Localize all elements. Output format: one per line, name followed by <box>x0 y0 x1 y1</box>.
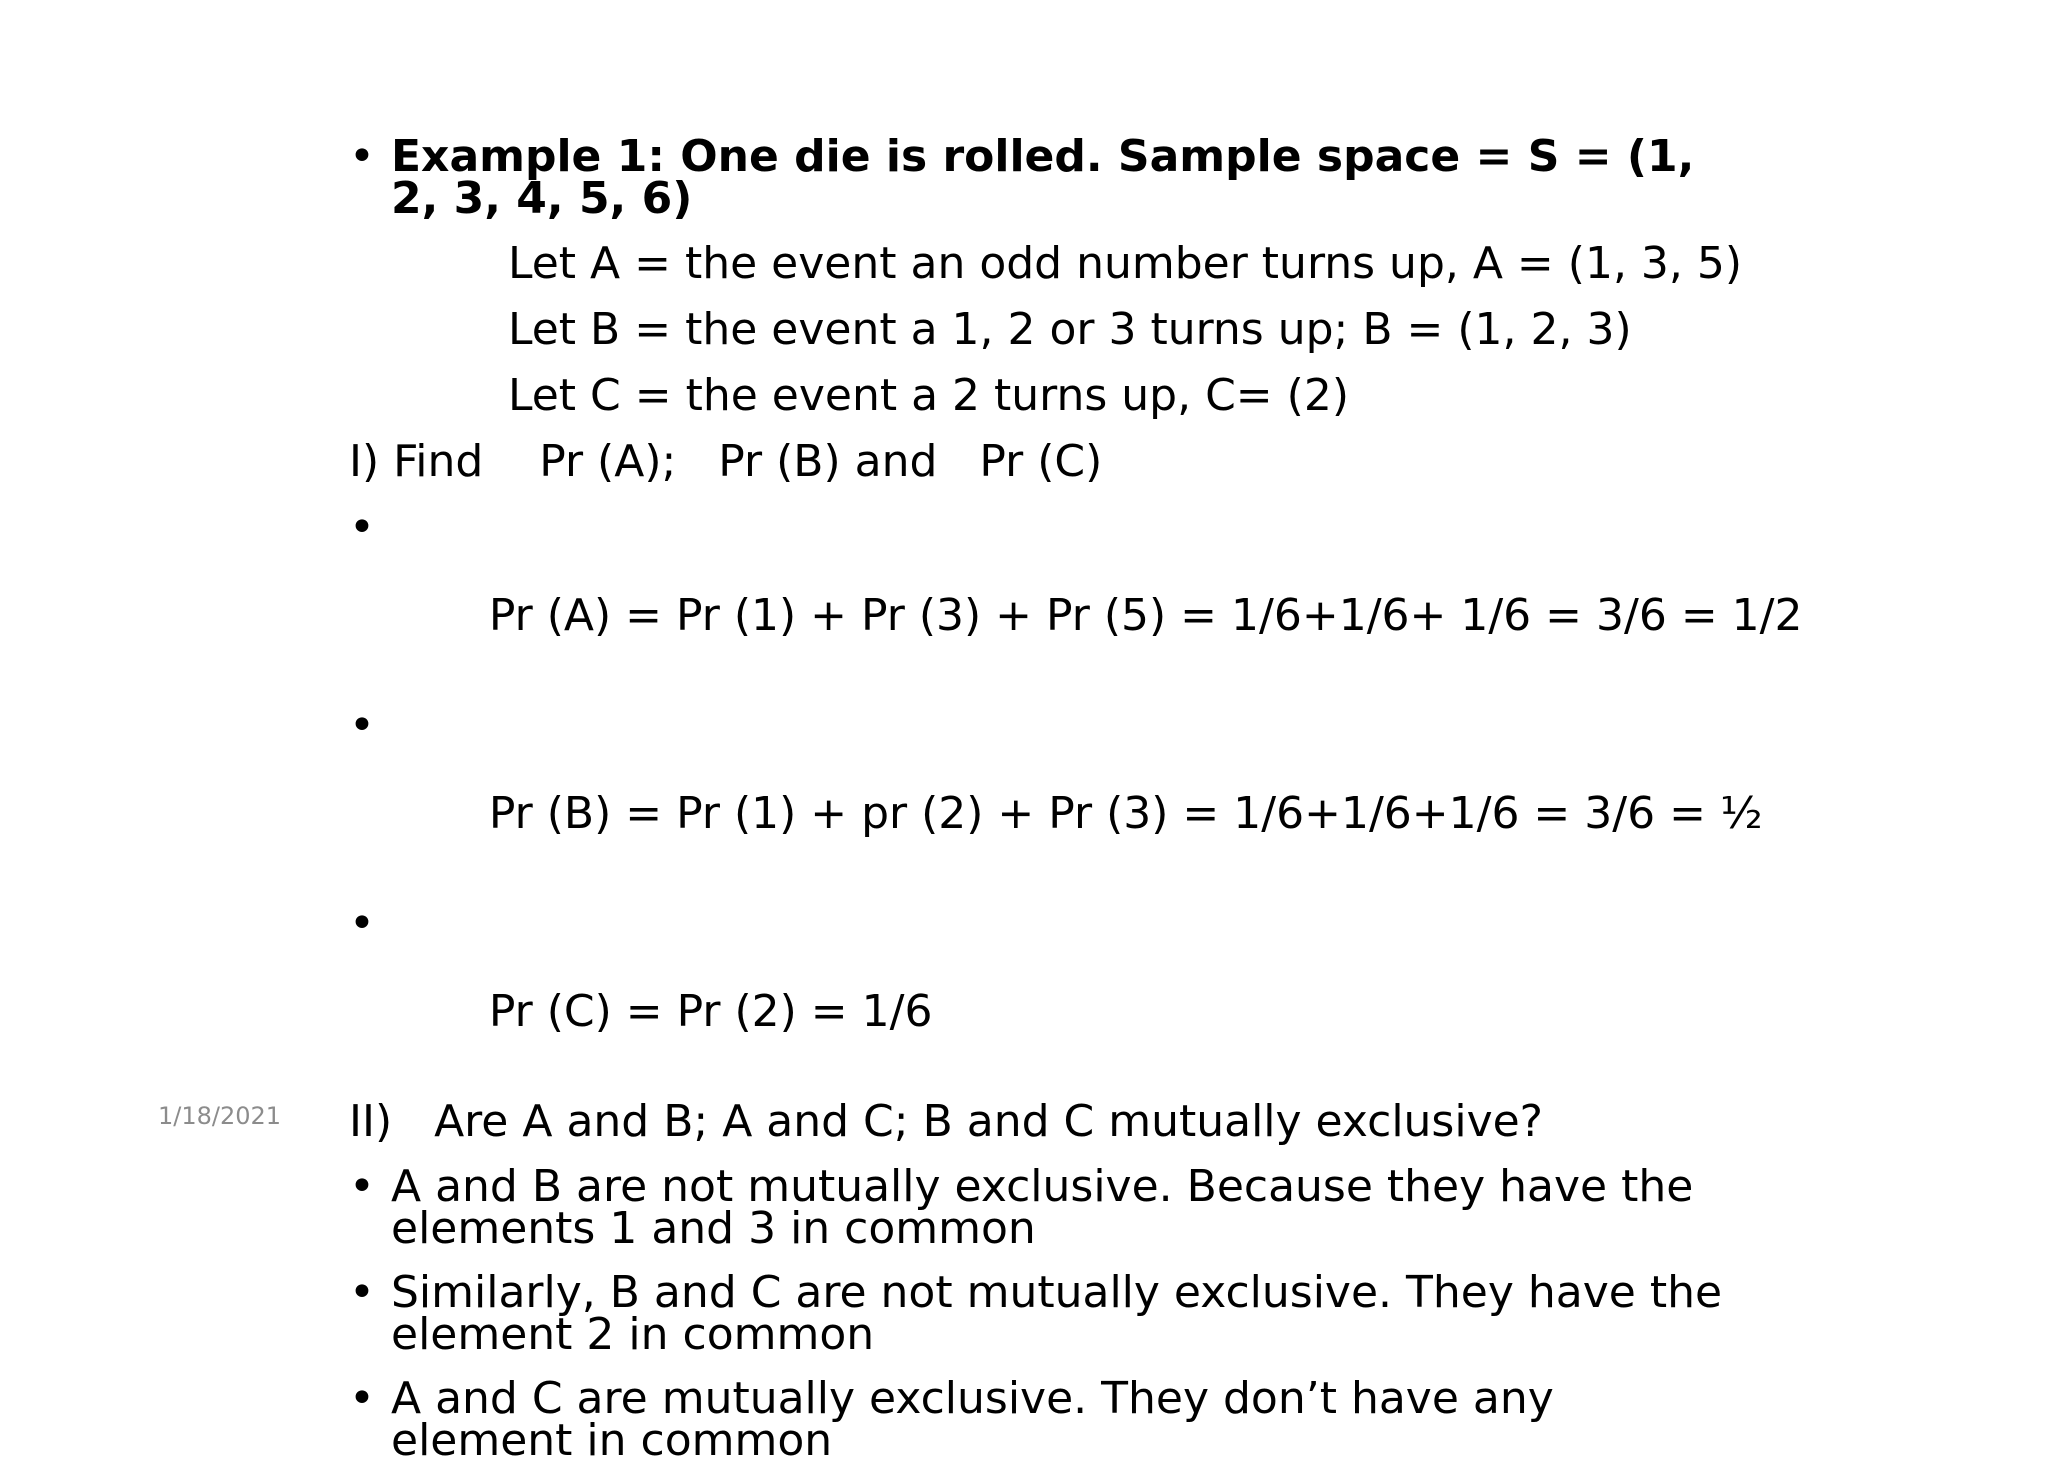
part-two-heading: II) Are A and B; A and C; B and C mutually exclusive? <box>349 1096 1544 1147</box>
bullet: • <box>349 898 375 949</box>
ac-answer-item <box>349 1373 1739 1466</box>
example-heading: Example 1: One die is rolled. Sample space = S = (1, 2, 3, 4, 5, 6) <box>391 131 1695 224</box>
pr-a-text: Pr (A) = Pr (1) + Pr (3) + Pr (5) = 1/6+1/6+ 1/6 = 3/6 = 1/2 <box>474 590 1803 641</box>
let-a-line: Let A = the event an odd number turns up, A = (1, 3, 5) <box>508 238 1743 289</box>
pr-b-item <box>349 700 1763 880</box>
bullet: • <box>349 131 375 182</box>
bullet: • <box>349 1267 375 1318</box>
pr-c-text: Pr (C) = Pr (2) = 1/6 <box>474 986 933 1037</box>
slide-body <box>349 131 1803 1466</box>
bullet: • <box>349 502 375 553</box>
pr-b-text: Pr (B) = Pr (1) + pr (2) + Pr (3) = 1/6+1/6+1/6 = 3/6 = ½ <box>474 788 1763 839</box>
part-one-heading: I) Find Pr (A); Pr (B) and Pr (C) <box>349 436 1103 487</box>
example-heading-item <box>349 131 1739 224</box>
bullet: • <box>349 1373 375 1424</box>
ab-answer-text: A and B are not mutually exclusive. Because they have the elements 1 and 3 in common <box>391 1161 1694 1254</box>
let-b-line: Let B = the event a 1, 2 or 3 turns up; B = (1, 2, 3) <box>508 304 1632 355</box>
bullet: • <box>349 1161 375 1212</box>
pr-c-item <box>349 898 1739 1078</box>
pr-a-item <box>349 502 1803 682</box>
bc-answer-item <box>349 1267 1739 1360</box>
ac-answer-text: A and C are mutually exclusive. They don’t have any element in common <box>391 1373 1554 1466</box>
let-c-line: Let C = the event a 2 turns up, C= (2) <box>508 370 1349 421</box>
bullet: • <box>349 700 375 751</box>
ab-answer-item <box>349 1161 1739 1254</box>
bc-answer-text: Similarly, B and C are not mutually exclusive. They have the element 2 in common <box>391 1267 1723 1360</box>
slide-date: 1/18/2021 <box>158 1102 282 1130</box>
